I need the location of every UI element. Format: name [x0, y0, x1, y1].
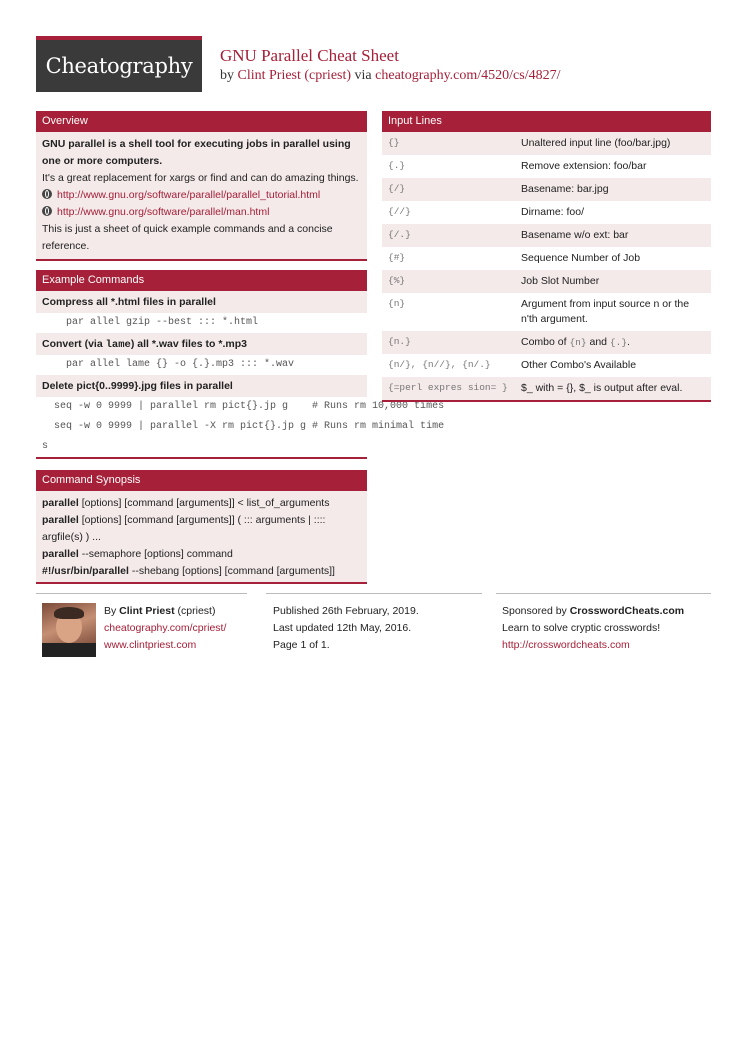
input-lines-heading: Input Lines [382, 111, 711, 132]
footer-sponsor-tag: Learn to solve cryptic crosswords! [502, 622, 661, 634]
placeholder-key: {n} [388, 298, 406, 309]
synopsis-section [36, 470, 367, 584]
example-3-code-2: seq -w 0 9999 | parallel -X rm pict{}.jp g # Runs rm minimal time [36, 417, 367, 437]
table-row [382, 178, 711, 201]
synopsis-args: --semaphore [options] command [78, 548, 233, 560]
example-2-code: par allel lame {} -o {.}.mp3 ::: *.wav [36, 355, 367, 375]
placeholder-key: {.} [388, 160, 406, 171]
placeholder-key: {/.} [388, 229, 411, 240]
placeholder-key: {/} [388, 183, 406, 194]
placeholder-desc: Argument from input source n or the n'th argument. [521, 298, 690, 325]
footer-author-line [104, 603, 226, 620]
placeholder-desc: Other Combo's Available [521, 359, 637, 371]
desc-code: {.} [609, 337, 628, 348]
overview-line3: This is just a sheet of quick example commands and a concise reference. [42, 223, 333, 252]
footer-divider [36, 593, 247, 594]
table-row [382, 377, 711, 400]
example-1-label: Compress all *.html files in parallel [36, 291, 367, 313]
placeholder-desc: Basename w/o ext: bar [521, 229, 629, 241]
synopsis-cmd: parallel [42, 548, 79, 560]
example-3-code-1: seq -w 0 9999 | parallel rm pict{}.jp g # Runs rm 10,000 times [36, 397, 367, 417]
table-row [382, 155, 711, 178]
globe-icon [42, 189, 52, 199]
footer-publish-info [273, 603, 419, 654]
footer-author-name: Clint Priest [119, 605, 175, 617]
placeholder-desc: Basename: bar.jpg [521, 183, 609, 195]
synopsis-args: [options] [command [arguments]] < list_of_arguments [78, 497, 330, 509]
logo-text: Cheatography [45, 54, 193, 78]
synopsis-cmd: #!/usr/bin/parallel [42, 565, 129, 577]
footer-sponsor-pre: Sponsored by [502, 605, 570, 617]
footer-divider [496, 593, 711, 594]
example-2-label-b: ) all *.wav files to *.mp3 [130, 338, 247, 350]
table-row [382, 201, 711, 224]
footer-author-handle: (cpriest) [174, 605, 216, 617]
footer-sponsor-line [502, 603, 684, 620]
footer-profile-link[interactable]: cheatography.com/cpriest/ [104, 622, 227, 634]
tutorial-link[interactable]: http://www.gnu.org/software/parallel/parallel_tutorial.html [57, 189, 321, 201]
overview-link2-row [42, 204, 361, 221]
footer-sponsor-name: CrosswordCheats.com [569, 605, 685, 617]
avatar-shirt [42, 643, 96, 657]
footer-sponsor-link[interactable]: http://crosswordcheats.com [502, 639, 630, 651]
footer-sponsor [502, 603, 684, 654]
footer-published: Published 26th February, 2019. [273, 605, 419, 617]
desc-part: and [586, 336, 610, 348]
byline-by: by [220, 68, 234, 83]
man-page-link[interactable]: http://www.gnu.org/software/parallel/man.html [57, 206, 270, 218]
placeholder-key: {//} [388, 206, 411, 217]
overview-intro: GNU parallel is a shell tool for executing jobs in parallel using one or more computers. [42, 138, 351, 167]
synopsis-args: [options] [command [arguments]] ( ::: arguments | :::: [78, 514, 326, 526]
placeholder-desc: $_ with = {}, $_ is output after eval. [521, 382, 683, 394]
desc-part: . [627, 336, 630, 348]
example-3-code-3: s [36, 437, 367, 457]
placeholder-desc: Unaltered input line (foo/bar.jpg) [521, 137, 671, 149]
example-2-label-a: Convert (via [42, 338, 106, 350]
desc-part: Combo of [521, 336, 570, 348]
placeholder-desc: Sequence Number of Job [521, 252, 641, 264]
placeholder-key: {n/}, {n//}, {n/.} [388, 359, 491, 370]
footer-by: By [104, 605, 120, 617]
synopsis-args: --shebang [options] [command [arguments]] [128, 565, 335, 577]
overview-heading: Overview [36, 111, 367, 132]
placeholder-key: {%} [388, 275, 406, 286]
input-lines-section [382, 111, 711, 402]
input-lines-table [382, 132, 711, 402]
example-1-code: par allel gzip --best ::: *.html [36, 313, 367, 333]
placeholder-key: {#} [388, 252, 406, 263]
avatar-hair [54, 607, 84, 619]
byline [220, 68, 560, 84]
synopsis-body [36, 491, 367, 584]
footer-updated: Last updated 12th May, 2016. [273, 622, 412, 634]
footer-page: Page 1 of 1. [273, 639, 330, 651]
placeholder-key: {} [388, 137, 400, 148]
footer-author [104, 603, 226, 654]
table-row [382, 293, 711, 331]
author-link[interactable]: Clint Priest (cpriest) [237, 68, 352, 83]
synopsis-line-4 [42, 546, 361, 563]
placeholder-desc [515, 331, 711, 354]
synopsis-line-5 [42, 563, 361, 580]
synopsis-line-1 [42, 495, 361, 512]
synopsis-line-3: argfile(s) ) ... [42, 531, 101, 543]
synopsis-cmd: parallel [42, 514, 79, 526]
table-row [382, 132, 711, 155]
placeholder-desc: Job Slot Number [521, 275, 600, 287]
overview-body [36, 132, 367, 261]
placeholder-desc: Remove extension: foo/bar [521, 160, 647, 172]
sheet-url-link[interactable]: cheatography.com/4520/cs/4827/ [375, 68, 561, 83]
byline-via: via [354, 68, 372, 83]
example-3-label: Delete pict{0..9999}.jpg files in parallel [36, 375, 367, 397]
overview-section [36, 111, 367, 261]
desc-code: {n} [569, 337, 587, 348]
overview-link1-row [42, 187, 361, 204]
synopsis-line-2 [42, 512, 361, 529]
synopsis-heading: Command Synopsis [36, 470, 367, 491]
sheet-title: GNU Parallel Cheat Sheet [220, 46, 399, 65]
table-row [382, 224, 711, 247]
synopsis-cmd: parallel [42, 497, 79, 509]
footer-site-link[interactable]: www.clintpriest.com [104, 639, 197, 651]
placeholder-key: {=perl expres sion= } [388, 382, 508, 393]
table-row [382, 354, 711, 377]
globe-icon [42, 206, 52, 216]
example-2-label-code: lame [105, 339, 131, 351]
author-avatar[interactable] [42, 603, 96, 655]
table-row [382, 270, 711, 293]
example-2-label [36, 333, 367, 355]
title-block [220, 46, 560, 84]
placeholder-key: {n.} [388, 336, 411, 347]
table-row [382, 331, 711, 354]
cheatography-logo[interactable] [36, 36, 202, 92]
footer-divider [266, 593, 482, 594]
overview-line2: It's a great replacement for xargs or find and can do amazing things. [42, 172, 359, 184]
table-row [382, 247, 711, 270]
placeholder-desc: Dirname: foo/ [521, 206, 585, 218]
examples-heading: Example Commands [36, 270, 367, 291]
